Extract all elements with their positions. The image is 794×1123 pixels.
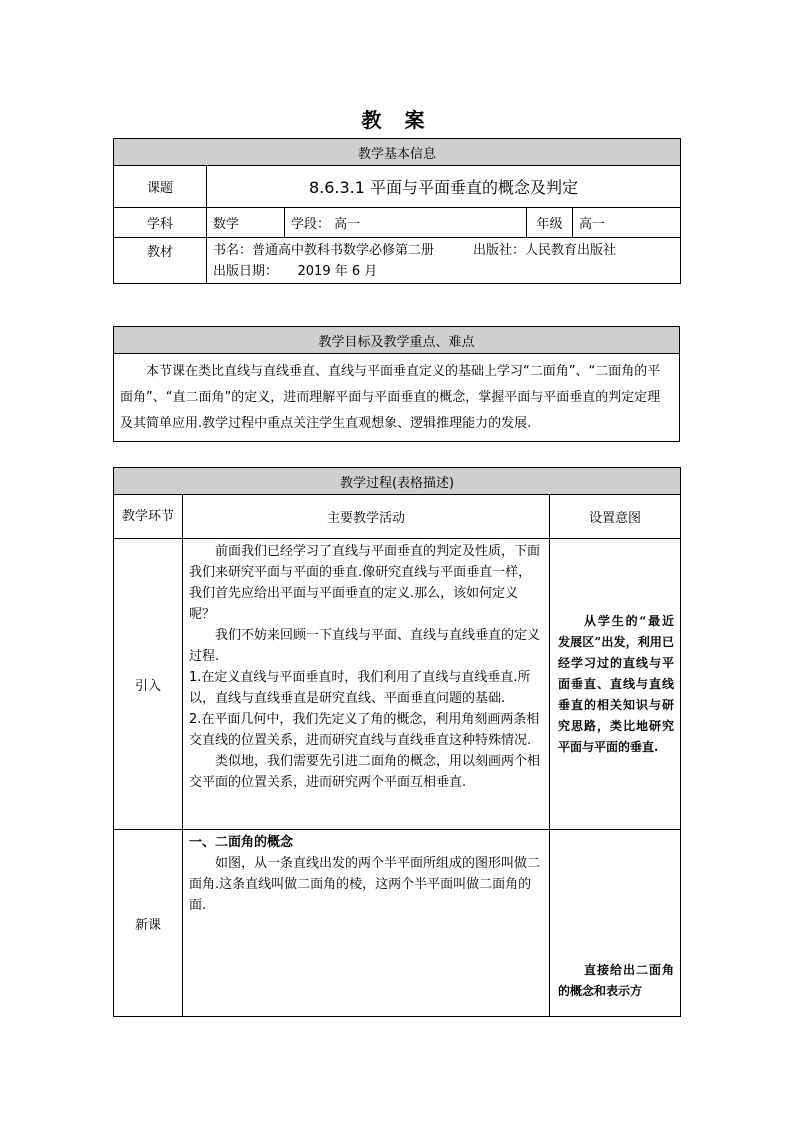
new-activity	[183, 830, 550, 1017]
grade-value: 高一	[573, 208, 681, 238]
topic-value: 8.6.3.1 平面与平面垂直的概念及判定	[207, 166, 681, 208]
textbook-label: 教材	[114, 238, 207, 284]
page-title: 教 案	[361, 108, 433, 132]
process-header: 教学过程(表格描述)	[114, 468, 681, 495]
col-intent: 设置意图	[550, 495, 681, 539]
grade-label: 年级	[527, 208, 573, 238]
intro-p2: 我们不妨来回顾一下直线与平面、直线与直线垂直的定义过程.	[189, 628, 541, 664]
subject-value: 数学	[207, 208, 285, 238]
intro-stage: 引入	[114, 539, 183, 830]
new-heading: 一、二面角的概念	[189, 835, 294, 850]
intro-note: 从学生的“最近发展区”出发，利用已经学习过的直线与平面垂直、直线与直线垂直的相关知识与研究思路，类比地研究平面与平面的垂直.	[558, 613, 675, 754]
intro-p5: 类似地，我们需要先引进二面角的概念，用以刻画两个相交平面的位置关系，进而研究两个平面互相垂直.	[189, 754, 541, 790]
textbook-line1: 书名：普通高中教科书数学必修第二册 出版社：人民教育出版社	[213, 243, 617, 258]
process-table	[113, 467, 681, 1017]
intro-activity	[183, 539, 550, 830]
new-note: 直接给出二面角的概念和表示方	[558, 963, 675, 998]
intro-p4: 2.在平面几何中，我们先定义了角的概念，利用角刻画两条相交直线的位置关系，进而研究直线与直线垂直这种特殊情况.	[189, 712, 540, 748]
textbook-info	[207, 238, 681, 284]
intro-p3: 1.在定义直线与平面垂直时，我们利用了直线与直线垂直.所以，直线与直线垂直是研究直线、平面垂直问题的基础.	[189, 670, 531, 706]
new-p1: 如图，从一条直线出发的两个半平面所组成的图形叫做二面角.这条直线叫做二面角的棱，这两个半平面叫做二面角的面.	[189, 856, 541, 913]
new-stage: 新课	[114, 830, 183, 1017]
stage-text: 学段： 高一	[285, 208, 527, 238]
col-activity: 主要教学活动	[183, 495, 550, 539]
intro-p1: 前面我们已经学习了直线与平面垂直的判定及性质，下面我们来研究平面与平面的垂直.像研究直线与平面垂直一样，我们首先应给出平面与平面垂直的定义.那么，该如何定义呢？	[189, 544, 541, 622]
textbook-line2: 出版日期： 2019 年 6 月	[213, 264, 378, 279]
basic-info-header: 教学基本信息	[114, 139, 681, 166]
subject-label: 学科	[114, 208, 207, 238]
basic-info-table	[113, 138, 681, 284]
goals-text: 本节课在类比直线与直线垂直、直线与平面垂直定义的基础上学习“二面角”、“二面角的平面角”、“直二面角”的定义，进而理解平面与平面垂直的概念，掌握平面与平面垂直的判定定理及其简单应用.教学过程中重点关注学生直观想象、逻辑推理能力的发展.	[120, 363, 661, 431]
topic-label: 课题	[114, 166, 207, 208]
goals-table	[113, 326, 680, 442]
goals-header: 教学目标及教学重点、难点	[114, 327, 680, 354]
col-stage: 教学环节	[114, 495, 183, 539]
